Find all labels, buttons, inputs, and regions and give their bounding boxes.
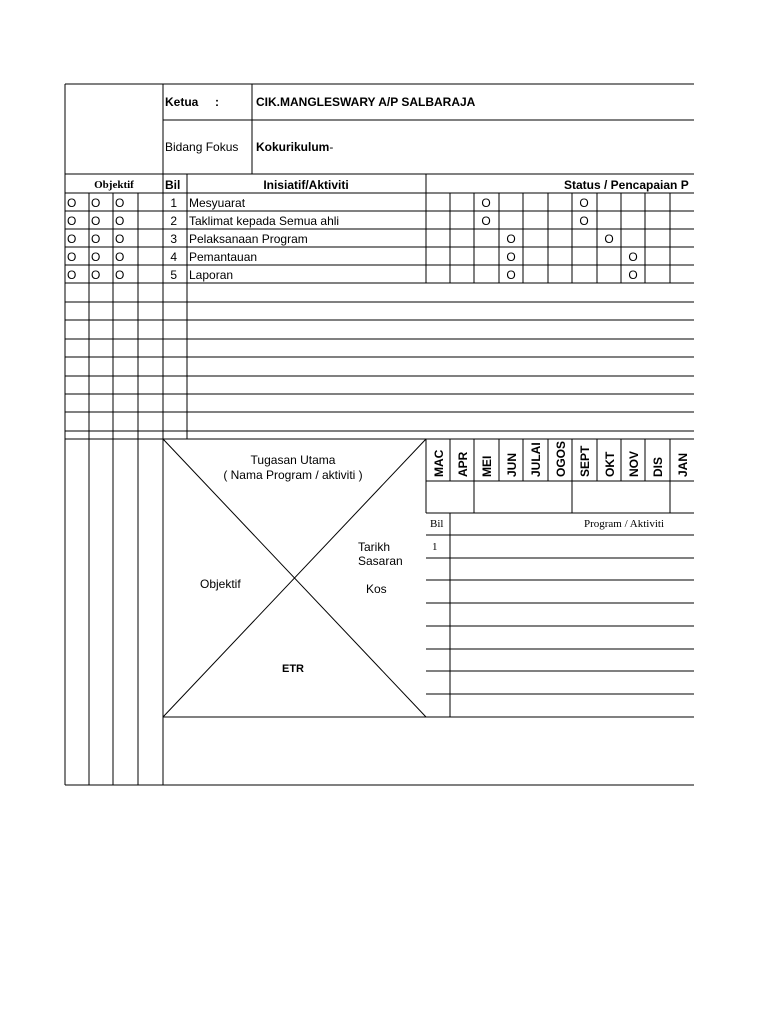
kos-label: Kos <box>366 582 387 596</box>
objektif-mark: O <box>115 268 125 282</box>
row-aktiviti: Pemantauan <box>189 250 258 264</box>
month-label: OGOS <box>554 440 568 477</box>
month-label: SEPT <box>578 445 592 477</box>
month-label: DIS <box>651 456 665 477</box>
objektif-mark: O <box>91 214 101 228</box>
sasaran-label: Sasaran <box>358 554 403 568</box>
bidang-fokus-label: Bidang Fokus <box>165 140 239 154</box>
month-label: MAC <box>432 449 446 477</box>
inisiatif-column-header: Inisiatif/Aktiviti <box>263 178 349 192</box>
row-aktiviti: Taklimat kepada Semua ahli <box>189 214 340 228</box>
program-bil-header: Bil <box>430 518 444 530</box>
status-mark: O <box>481 196 491 210</box>
objektif-mark: O <box>67 268 77 282</box>
tugasan-utama-label: Tugasan Utama <box>250 453 336 467</box>
ketua-value: CIK.MANGLESWARY A/P SALBARAJA <box>256 95 476 109</box>
row-bil: 1 <box>170 196 177 210</box>
program-table-grid <box>426 513 694 717</box>
status-mark: O <box>506 268 516 282</box>
program-aktiviti-header: Program / Aktiviti <box>583 518 665 530</box>
row-bil: 4 <box>170 250 177 264</box>
objektif-mark: O <box>91 232 101 246</box>
program-rows <box>432 541 438 553</box>
objektif-mark: O <box>67 214 77 228</box>
ketua-label: Ketua : <box>165 95 220 109</box>
objektif-diagram-label: Objektif <box>200 577 241 591</box>
month-label: JUN <box>505 452 519 477</box>
status-mark: O <box>628 268 638 282</box>
row-bil: 5 <box>170 268 177 282</box>
month-label: JULAI <box>529 442 543 477</box>
bidang-fokus-text: Kokurikulum <box>256 140 330 154</box>
etr-label: ETR <box>282 663 304 675</box>
row-bil: 3 <box>170 232 177 246</box>
objektif-mark: O <box>67 196 77 210</box>
row-aktiviti: Mesyuarat <box>189 196 246 210</box>
lower-left-columns <box>89 439 163 785</box>
objektif-mark: O <box>67 250 77 264</box>
month-label: APR <box>456 451 470 477</box>
status-mark: O <box>579 196 589 210</box>
month-label: JAN <box>676 452 690 477</box>
row-aktiviti: Pelaksanaan Program <box>189 232 308 246</box>
status-column-header: Status / Pencapaian P <box>564 178 689 192</box>
status-mark: O <box>506 232 516 246</box>
activity-rows <box>67 196 638 282</box>
month-labels <box>432 441 690 477</box>
month-label: OKT <box>603 451 617 477</box>
activity-rows-grid <box>65 193 694 439</box>
status-mark: O <box>579 214 589 228</box>
nama-program-label: ( Nama Program / aktiviti ) <box>223 468 363 482</box>
month-label: NOV <box>627 450 641 477</box>
month-label: MEI <box>480 455 494 477</box>
objektif-mark: O <box>115 232 125 246</box>
objektif-mark: O <box>67 232 77 246</box>
program-row-bil: 1 <box>432 541 438 553</box>
objektif-mark: O <box>91 268 101 282</box>
objektif-column-header: Objektif <box>94 179 134 191</box>
row-bil: 2 <box>170 214 177 228</box>
status-mark: O <box>506 250 516 264</box>
objektif-mark: O <box>115 196 125 210</box>
objektif-mark: O <box>91 250 101 264</box>
row-aktiviti: Laporan <box>189 268 234 282</box>
tarikh-label: Tarikh <box>358 540 391 554</box>
bil-column-header: Bil <box>165 178 181 192</box>
objektif-mark: O <box>91 196 101 210</box>
status-mark: O <box>628 250 638 264</box>
status-mark: O <box>604 232 614 246</box>
bidang-fokus-value <box>256 140 333 154</box>
status-mark: O <box>481 214 491 228</box>
objektif-mark: O <box>115 214 125 228</box>
objektif-mark: O <box>115 250 125 264</box>
bidang-fokus-suffix: - <box>329 140 334 154</box>
